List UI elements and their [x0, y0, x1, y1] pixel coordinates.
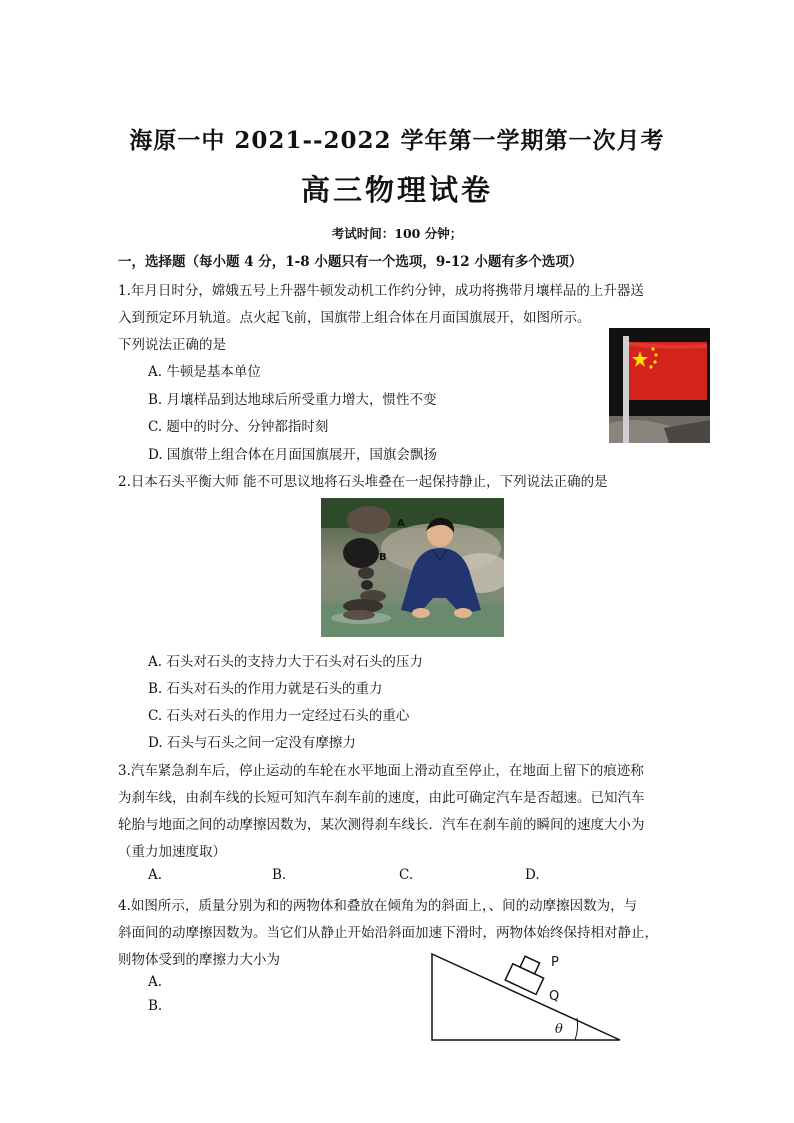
angle-label-theta: θ — [555, 1022, 563, 1037]
q3-text-line1: 3.汽车紧急刹车后，停止运动的车轮在水平地面上滑动直至停止，在地面上留下的痕迹称 — [118, 763, 644, 779]
rock-label-a: A — [397, 518, 405, 529]
incline-diagram — [425, 948, 630, 1046]
q2-option-b: B. 石头对石头的作用力就是石头的重力 — [148, 681, 383, 697]
q1-option-d: D. 国旗带上组合体在月面国旗展开，国旗会飘扬 — [148, 447, 437, 463]
q2-option-c: C. 石头对石头的作用力一定经过石头的重心 — [148, 708, 410, 724]
q4-text-line1: 4.如图所示，质量分别为和的两物体和叠放在倾角为的斜面上，、间的动摩擦因数为，与 — [118, 898, 638, 914]
section-heading: 一，选择题（每小题 4 分，1-8 小题只有一个选项，9-12 小题有多个选项） — [118, 254, 583, 270]
q3-text-line2: 为刹车线，由刹车线的长短可知汽车刹车前的速度，由此可确定汽车是否超速。已知汽车 — [118, 790, 645, 806]
q4-option-b: B. — [148, 998, 163, 1014]
q1-text-line3: 下列说法正确的是 — [118, 337, 226, 353]
q3-text-line4: （重力加速度取） — [118, 844, 226, 860]
q2-text-line1: 2.日本石头平衡大师 能不可思议地将石头堆叠在一起保持静止，下列说法正确的是 — [118, 474, 608, 490]
q3-text-line3: 轮胎与地面之间的动摩擦因数为，某次测得刹车线长．汽车在刹车前的瞬间的速度大小为 — [118, 817, 645, 833]
q2-option-a: A. 石头对石头的支持力大于石头对石头的压力 — [148, 654, 423, 670]
q1-text-line1: 1.年月日时分，嫦娥五号上升器牛顿发动机工作约分钟，成功将携带月壤样品的上升器送 — [118, 283, 644, 299]
exam-time: 考试时间：100 分钟； — [331, 226, 463, 241]
q1-option-c: C. 题中的时分、分钟都指时刻 — [148, 419, 329, 435]
exam-title: 海原一中 2021--2022 学年第一学期第一次月考 — [129, 127, 665, 154]
lunar-flag-photo — [609, 328, 710, 443]
q4-text-line2: 斜面间的动摩擦因数为。当它们从静止开始沿斜面加速下滑时，两物体始终保持相对静止， — [118, 925, 658, 941]
block-label-q: Q — [549, 989, 560, 1004]
q1-option-a: A. 牛顿是基本单位 — [148, 364, 261, 380]
q3-option-b: B. — [272, 867, 287, 883]
q3-option-c: C. — [399, 867, 414, 883]
rock-balancing-photo — [321, 498, 504, 637]
q1-text-line2: 入到预定环月轨道。点火起飞前，国旗带上组合体在月面国旗展开，如图所示。 — [118, 310, 591, 326]
q2-option-d: D. 石头与石头之间一定没有摩擦力 — [148, 735, 356, 751]
q4-option-a: A. — [148, 974, 163, 990]
q3-option-a: A. — [148, 867, 163, 883]
rock-label-b: B — [379, 552, 387, 563]
block-label-p: P — [551, 955, 559, 970]
q4-text-line3: 则物体受到的摩擦力大小为 — [118, 952, 280, 968]
q1-option-b: B. 月壤样品到达地球后所受重力增大，惯性不变 — [148, 392, 437, 408]
q3-option-d: D. — [525, 867, 540, 883]
exam-subtitle: 高三物理试卷 — [300, 173, 493, 207]
